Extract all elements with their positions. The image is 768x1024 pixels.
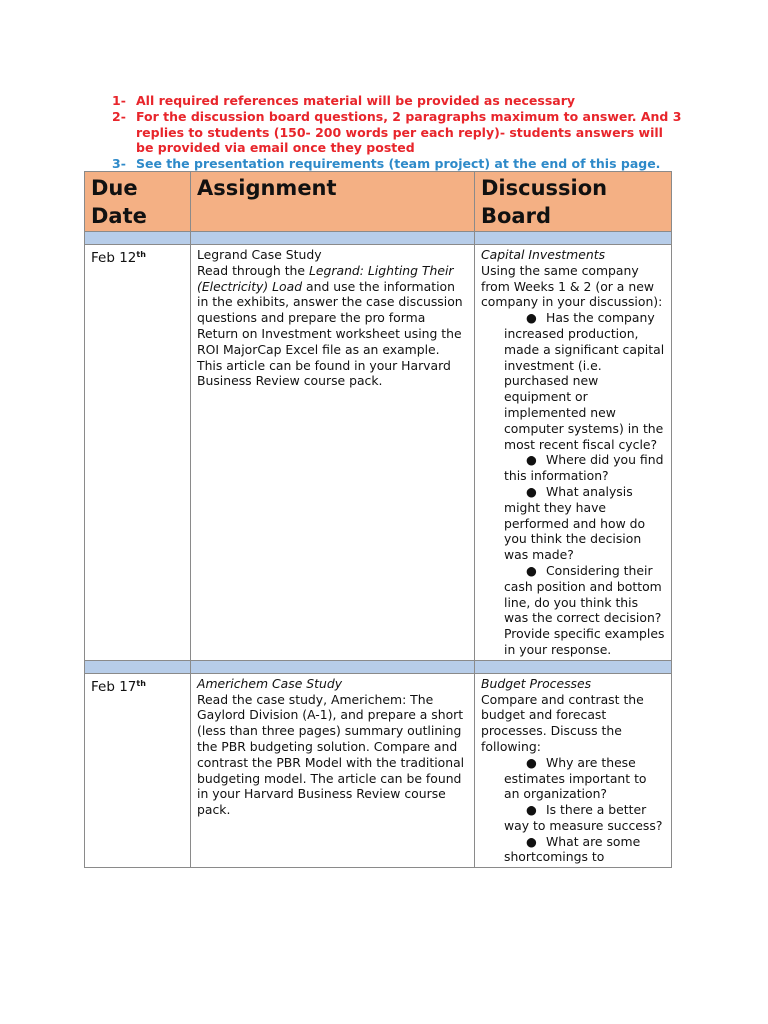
list-item: ● Has the company increased production, made a significant capital investment (i.e. purchased new equipment or implemented new computer systems) in the most recent fiscal cycle? — [504, 310, 665, 452]
separator-row — [85, 232, 672, 245]
bullet-icon: ● — [526, 802, 537, 818]
assignment-description: Read through the Legrand: Lighting Their (Electricity) Load and use the information in the exhibits, answer the case discussion questions and prepare the pro forma Return on Investment worksheet using the ROI MajorCap Excel file as an example. This article can be found in your Harvard Business Review course pack. — [197, 262, 463, 389]
list-item: ● Considering their cash position and bottom line, do you think this was the correct decision? Provide specific examples in your response. — [504, 562, 665, 657]
due-date: Feb 17th — [91, 678, 146, 695]
assignment-title: Legrand Case Study — [197, 247, 322, 262]
due-date: Feb 12th — [91, 250, 146, 266]
assignment-title: Americhem Case Study — [197, 675, 343, 691]
header-due-date: Due Date — [85, 172, 191, 232]
bullet-icon: ● — [526, 452, 537, 468]
discussion-cell — [475, 245, 672, 661]
header-discussion-board: Discussion Board — [475, 172, 672, 232]
assignment-cell — [191, 245, 475, 661]
note-2: 2- For the discussion board questions, 2 paragraphs maximum to answer. And 3 replies to students (150- 200 words per each reply)- students answers will be provided via email once they posted — [112, 108, 682, 156]
table-row — [85, 673, 672, 868]
bullet-icon: ● — [526, 310, 537, 326]
assignment-description: Read the case study, Americhem: The Gaylord Division (A-1), and prepare a short (less than three pages) summary outlining the PBR budgeting solution. Compare and contrast the PBR Model with the traditional budgeting model. The article can be found in your Harvard Business Review course pack. — [197, 691, 465, 818]
bullet-icon: ● — [526, 833, 537, 849]
due-date-cell — [85, 673, 191, 868]
header-assignment: Assignment — [191, 172, 475, 232]
discussion-title: Capital Investments — [481, 247, 606, 262]
discussion-intro: Using the same company from Weeks 1 & 2 (or a new company in your discussion): — [481, 262, 663, 310]
discussion-intro: Compare and contrast the budget and forecast processes. Discuss the following: — [481, 691, 644, 754]
bullet-icon: ● — [526, 483, 537, 499]
list-item: ● Is there a better way to measure success? — [504, 802, 663, 833]
bullet-icon: ● — [526, 754, 537, 770]
list-item: ● What analysis might they have performed and how do you think the decision was made? — [504, 483, 646, 563]
instructions-list — [112, 93, 682, 172]
schedule-table — [84, 171, 672, 868]
separator-row — [85, 660, 672, 673]
discussion-bullets — [481, 755, 665, 866]
discussion-bullets — [481, 310, 665, 658]
note-1: 1- All required references material will be provided as necessary — [112, 93, 576, 108]
list-item: ● Why are these estimates important to an organization? — [504, 754, 647, 802]
note-3: 3- See the presentation requirements (team project) at the end of this page. — [112, 156, 661, 172]
bullet-icon: ● — [526, 562, 537, 578]
discussion-title: Budget Processes — [481, 675, 592, 691]
assignment-cell — [191, 673, 475, 868]
table-header-row — [85, 172, 672, 232]
list-item: ● Where did you find this information? — [504, 452, 664, 484]
discussion-cell — [475, 673, 672, 868]
due-date-cell — [85, 245, 191, 661]
table-row — [85, 245, 672, 661]
list-item: ● What are some shortcomings to — [504, 833, 641, 865]
